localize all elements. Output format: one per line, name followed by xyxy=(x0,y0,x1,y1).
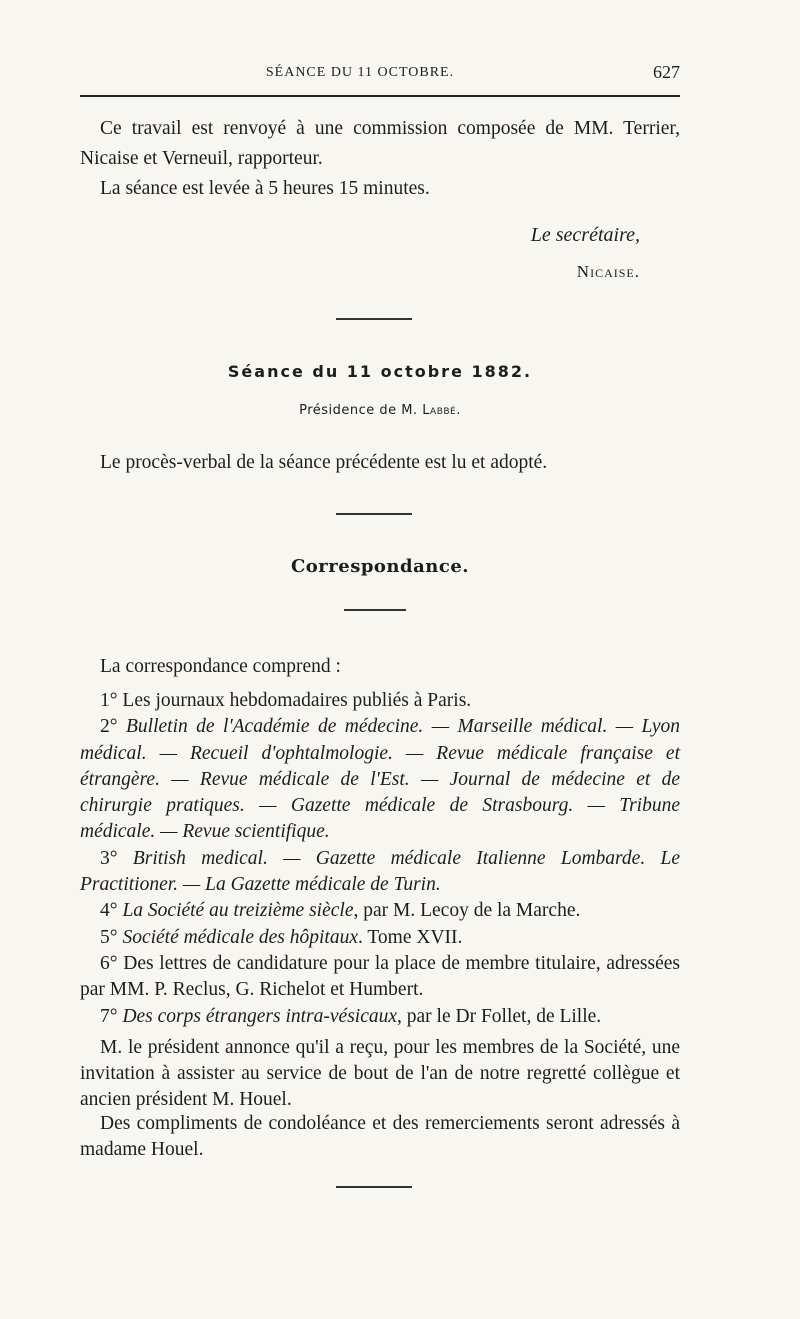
presidence-line xyxy=(80,403,680,418)
list-item xyxy=(80,898,680,924)
presidence-prefix: Présidence de M. xyxy=(299,403,423,418)
item-number: 7° xyxy=(100,1005,123,1027)
section-divider xyxy=(336,318,412,320)
item-number: 4° xyxy=(100,900,123,922)
list-item: 1° Les journaux hebdomadaires publiés à Paris. xyxy=(100,690,472,711)
item-number: 2° xyxy=(100,716,126,738)
item-journals: Bulletin de l'Académie de médecine. — Marseille médical. — Lyon médical. — Recueil d'ophtalmologie. — Revue médicale française et étrangère. — Revue médicale de l'Est. — Journal de médecine et de chirurgie pratiques. — Gazette médicale de Strasbourg. — Tribune médicale. — Revue scientifique. xyxy=(80,716,680,843)
running-head xyxy=(80,62,680,86)
signature-role: Le secrétaire, xyxy=(530,224,640,246)
section-divider xyxy=(336,513,412,515)
item-text: . Tome XVII. xyxy=(357,926,463,948)
item-title: Société médicale des hôpitaux xyxy=(122,926,358,948)
item-title: Des corps étrangers intra-vésicaux xyxy=(122,1005,398,1027)
signature-name: Nicaise. xyxy=(576,262,640,281)
seance-title: Séance du 11 octobre 1882. xyxy=(227,362,533,381)
paragraph-condoleances: Des compliments de condoléance et des remerciements seront adressés à madame Houel. xyxy=(80,1113,680,1160)
page-number: 627 xyxy=(653,62,680,82)
correspondance-list xyxy=(80,688,680,1030)
list-item xyxy=(80,846,680,899)
paragraph-proces-verbal: Le procès-verbal de la séance précédente est lu et adopté. xyxy=(100,452,548,473)
header-rule xyxy=(80,95,680,97)
paragraph-seance-levee: La séance est levée à 5 heures 15 minutes. xyxy=(100,178,430,199)
list-item xyxy=(80,1004,680,1030)
running-title: SÉANCE DU 11 OCTOBRE. xyxy=(265,65,455,80)
list-item xyxy=(80,925,680,951)
section-divider xyxy=(344,609,406,611)
paragraph-invitation: M. le président annonce qu'il a reçu, pour les membres de la Société, une invitation à assister au service de bout de l'an de notre regretté collègue et ancien président M. Houel. xyxy=(80,1037,680,1110)
item-number: 3° xyxy=(100,847,133,869)
section-title-correspondance: Correspondance. xyxy=(290,556,470,577)
item-number: 5° xyxy=(100,926,123,948)
paragraph-commission: Ce travail est renvoyé à une commission composée de MM. Terrier, Nicaise et Verneuil, rapporteur. xyxy=(80,118,680,169)
item-journals: British medical. — Gazette médicale Italienne Lombarde. Le Practitioner. — La Gazette médicale de Turin. xyxy=(80,847,680,896)
section-divider xyxy=(336,1186,412,1188)
item-text: , par M. Lecoy de la Marche. xyxy=(353,900,581,922)
president-name: Labbé. xyxy=(422,403,461,418)
correspondance-lead: La correspondance comprend : xyxy=(100,656,341,677)
list-item: 6° Des lettres de candidature pour la place de membre titulaire, adressées par MM. P. Reclus, G. Richelot et Humbert. xyxy=(80,952,680,1001)
item-text: , par le Dr Follet, de Lille. xyxy=(397,1005,602,1027)
list-item xyxy=(80,714,680,845)
item-title: La Société au treizième siècle xyxy=(122,900,354,922)
